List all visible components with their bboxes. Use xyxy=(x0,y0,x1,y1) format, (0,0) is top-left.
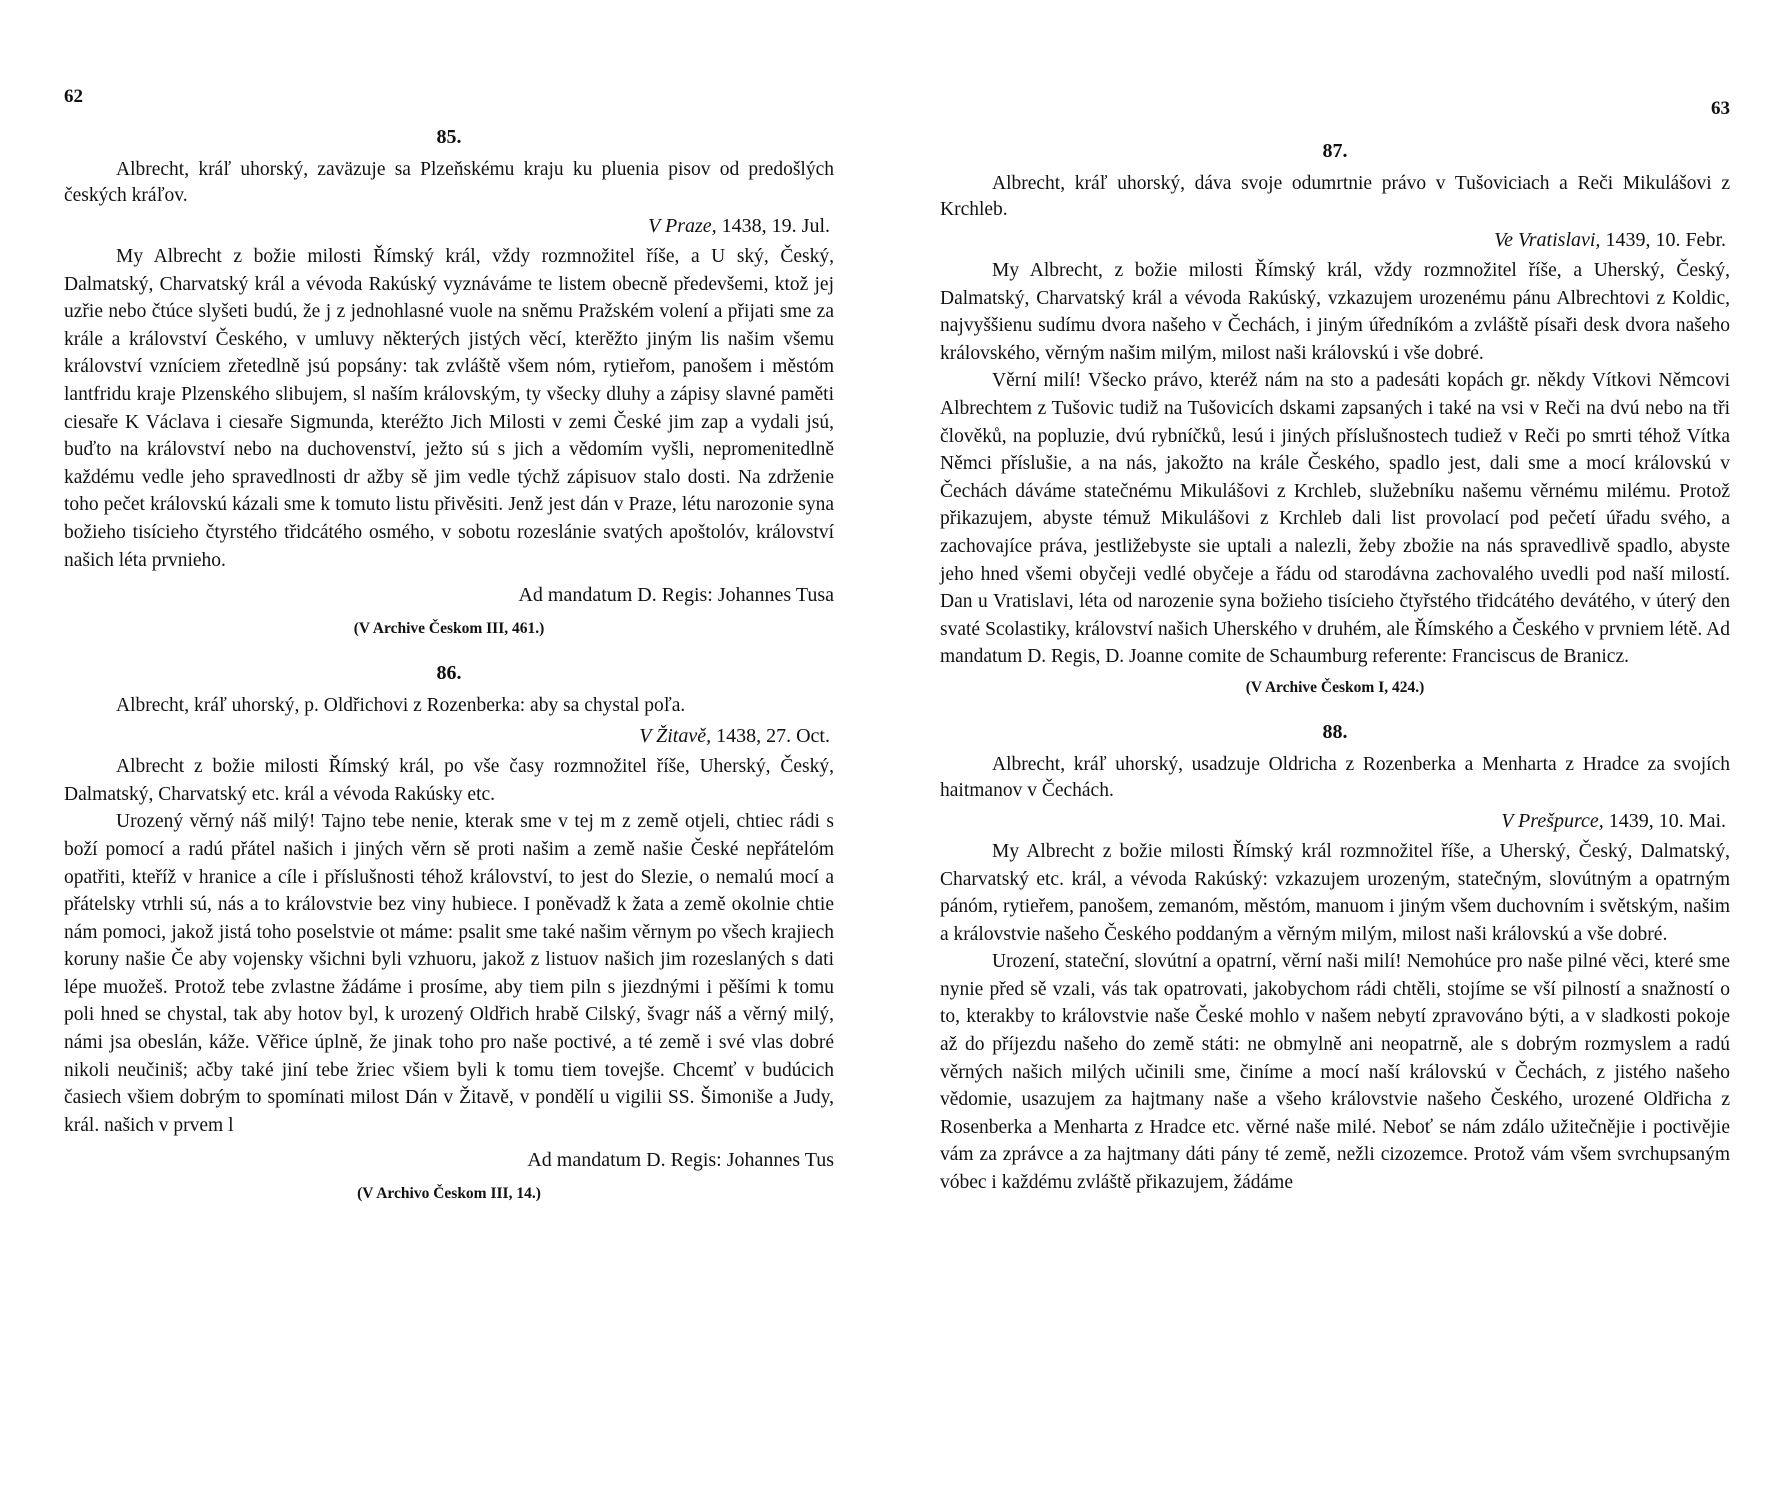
place-85: V Praze, xyxy=(648,215,717,237)
source-citation-87: (V Archive Českom I, 424.) xyxy=(1245,678,1425,696)
body-paragraph-86-b: Urozený věrný náš milý! Tajno tebe nenie, kterak sme v tej m z země otjeli, chtiec rádi s boží pomocí a radú přátel našich i jiných věrn sě proti našim a země našie České nepřátelóm opatřiti, kteříž v hranice a cíle i příslušnosti téhož království, to jest do Slezie, o nemalú mocí a přátelsky vtrhli sú, nás a to královstvie bez viny hubiece. I poněvadž k žata a země okolnie chtie nám pomoci, jakož jistá toho poselstvie ot máme: psalit sme také našim věrnym po všech krajiech koruny našie Če aby vojensky všichni byli vzhuoru, jakož z listuov našich jim rozeslaných s dati lépe muožeš. Protož tebe zvlastne žádáme i prosíme, aby tiem piln s jiezdnými i pěšími k tomu poli hned se chystal, tak aby hotov byl, k urozený Oldřich hrabě Cilský, švagr náš a věrný milý, námi jsa obeslán, káže. Věřice úplně, že jinak toho pro naše poctivé, a té země i své vlas dobré nikoli neučiniš; ačby také jiní tebe žriec všiem byli k tomu tiem tovejše. Chcemť v budúcich časiech všiem dobrým to spomínati milost Dán v Žitavě, v pondělí u vigilii SS. Šimoniše a Judy, král. našich v prvem l xyxy=(64,811,834,1136)
document-number-85: 85. xyxy=(436,126,462,148)
body-paragraph-88-b: Urození, stateční, slovútní a opatrní, věrní naši milí! Nemohúce pro naše pilné věci, které sme nynie před sě vzali, vás tak opatrovati, jakobychom rádi chtěli, stojíme se vší pilností a snažností o to, kterakby to královstvie naše České mohlo v našem nebytí zpravováno býti, a v sladkosti pokoje až do příjezdu našeho do země státi: ne obmylně ani neopatrně, ale s dobrým rozmyslem a radú věrných našich milých učinili sme, činíme a mocí naší královskú v Čechách, z jistého našeho vědomie, usazujem za hajtmany naše a všeho královstvie našeho Českého, urozené Oldřicha z Rosenberka a Menharta z Hradce etc. věrné naše milé. Neboť se nám zdálo užitečnějie i poctivějie vám za zprávce a za hajtmany dáti pány té země, nežli cizozemce. Protož vám všem svrchupsaným vóbec i každému zvláště přikazujem, žádáme xyxy=(940,951,1730,1194)
place-date-85 xyxy=(64,211,834,241)
place-date-88 xyxy=(940,806,1730,836)
body-paragraph-85: My Albrecht z božie milosti Římský král, vždy rozmnožitel říše, a U ský, Český, Dalmatský, Charvatský král a vévoda Rakúský vyznáváme te listem obecně předevšemi, ktož jej uzřie nebo čtúce slyšeti budú, že j z jednohlasné vuole na sněmu Pražském volení a přijati sme za krále a království Českého, v umluvy některých jistých věcí, kterěžto jiným lis našim všemu království vzníciem zřetedlně jsú popsány: tak zvláště všem nóm, rytieřom, panošem i městóm lantfridu kraje Plzenského slibujem, sl naším královským, ty všecky dluhy a zápisy slavné paměti ciesaře K Václava i ciesaře Sigmunda, kteréžto Jich Milosti v zemi České jim zap a vydali jsú, buďto na království nebo na duchovenství, ježto sú s jich a vědomím vyšli, nepromenitedlně každému vedle jeho spravedlnosti dr ažby sě jim vedle týchž zápisuov stalo dosti. Na zdrženie toho pečet královskú kázali sme k tomuto listu přivěsiti. Jenž jest dán v Praze, létu narozonie syna božieho tisícieho čtyrstého třidcátého osmého, v sobotu rozeslánie svatých apoštolóv, království našich léta prvnieho. xyxy=(64,246,834,571)
document-number-86: 86. xyxy=(436,662,462,685)
place-88: V Prešpurce, xyxy=(1501,809,1604,832)
regest-85: Albrecht, kráľ uhorský, zaväzuje sa Plzeňskému kraju ku pluenia pisov od predošlých českých kráľov. xyxy=(64,159,834,206)
place-86: V Žitavě, xyxy=(639,725,712,748)
body-paragraph-88-a: My Albrecht z božie milosti Římský král rozmnožitel říše, a Uherský, Český, Dalmatský, Charvatský etc. král, a vévoda Rakúský: vzkazujem urozeným, statečným, slovútným a opatrným pánóm, rytieřem, panošem, zemanóm, městóm, manuom i jiným všem duchovním i světským, našim a královstvie našeho Českého poddaným a věrným milým, milost naši královskú a vše dobré. xyxy=(940,840,1730,945)
place-date-86 xyxy=(64,721,834,751)
page-number-left: 62 xyxy=(64,86,83,107)
body-paragraph-86-a: Albrecht z božie milosti Římský král, po vše časy rozmnožitel říše, Uherský, Český, Dalmatský, Charvatský etc. král a vévoda Rakúsky etc. xyxy=(64,756,834,805)
body-paragraph-87-b: Věrní milí! Všecko právo, kteréž nám na sto a padesáti kopách gr. někdy Vítkovi Němcovi Albrechtem z Tušovic tudiž na Tušovicích dskami zapsaných i také na vsi v Reči na dvú nebo na tři člověků, na popluzie, dvú rybníčků, lesú i jiných příslušnostech tudiež v Reči po smrti téhož Vítka Němci příslušie, a na nás, jakožto na krále Českého, spadlo jest, dali sme a mocí královskú v Čechách dáváme statečnému Mikulášovi z Krchleb, služebníku našemu věrnému milému. Protož přikazujem, abyste témuž Mikulášovi z Krchleb dali list provolací pod pečetí úřadu svého, a zachovajíce práva, jestližebyste sie uptali a nalezli, žeby zbožie na nás spravedlivě spadlo, abyste jeho hned všemi obyčeji vedlé obyčeje a řádu od starodávna zachovalého uvedli pod naší milostí. Dan u Vratislavi, léta od narozenie syna božieho tisícieho čtyřstého třidcátého devátého, v úterý den svaté Scolastiky, království našich Uherského v druhém, ale Římského a Českého v prvniem létě. Ad mandatum D. Regis, D. Joanne comite de Schaumburg referente: Franciscus de Branicz. xyxy=(940,370,1730,668)
date-87: 1439, 10. Febr. xyxy=(1605,229,1726,251)
mandate-86: Ad mandatum D. Regis: Johannes Tus xyxy=(527,1149,834,1172)
date-85: 1438, 19. Jul. xyxy=(721,215,830,237)
place-date-87 xyxy=(940,225,1730,255)
place-87: Ve Vratislavi, xyxy=(1494,229,1601,251)
right-page-text xyxy=(940,140,1730,1197)
regest-87: Albrecht, kráľ uhorský, dáva svoje odumrtnie právo v Tušoviciach a Reči Mikulášovi z Krchleb. xyxy=(940,173,1730,220)
regest-86: Albrecht, kráľ uhorský, p. Oldřichovi z Rozenberka: aby sa chystal poľa. xyxy=(116,695,686,717)
page-number-right: 63 xyxy=(1711,98,1730,119)
regest-88: Albrecht, kráľ uhorský, usadzuje Oldricha z Rozenberka a Menharta z Hradce za svojích haitmanov v Čechách. xyxy=(940,753,1730,801)
source-citation-85: (V Archive Českom III, 461.) xyxy=(353,620,545,638)
mandate-85: Ad mandatum D. Regis: Johannes Tusa xyxy=(518,584,834,607)
document-number-88: 88. xyxy=(1322,720,1348,743)
left-page-text xyxy=(64,126,834,1227)
date-88: 1439, 10. Mai. xyxy=(1608,809,1726,832)
source-citation-86: (V Archivo Českom III, 14.) xyxy=(357,1185,541,1203)
body-paragraph-87-a: My Albrecht, z božie milosti Římský král, vždy rozmnožitel říše, a Uherský, Český, Dalmatský, Charvatský král a vévoda Rakúský, vzkazujem urozenému pánu Albrechtovi z Koldic, najvyššienu sudímu dvora našeho v Čechách, i jiným úředníkóm a zvláště písaři desk dvora našeho královského, věrným našim milým, milost naši královskú i vše dobré. xyxy=(940,260,1730,364)
document-number-87: 87. xyxy=(1322,140,1348,162)
date-86: 1438, 27. Oct. xyxy=(716,725,830,748)
